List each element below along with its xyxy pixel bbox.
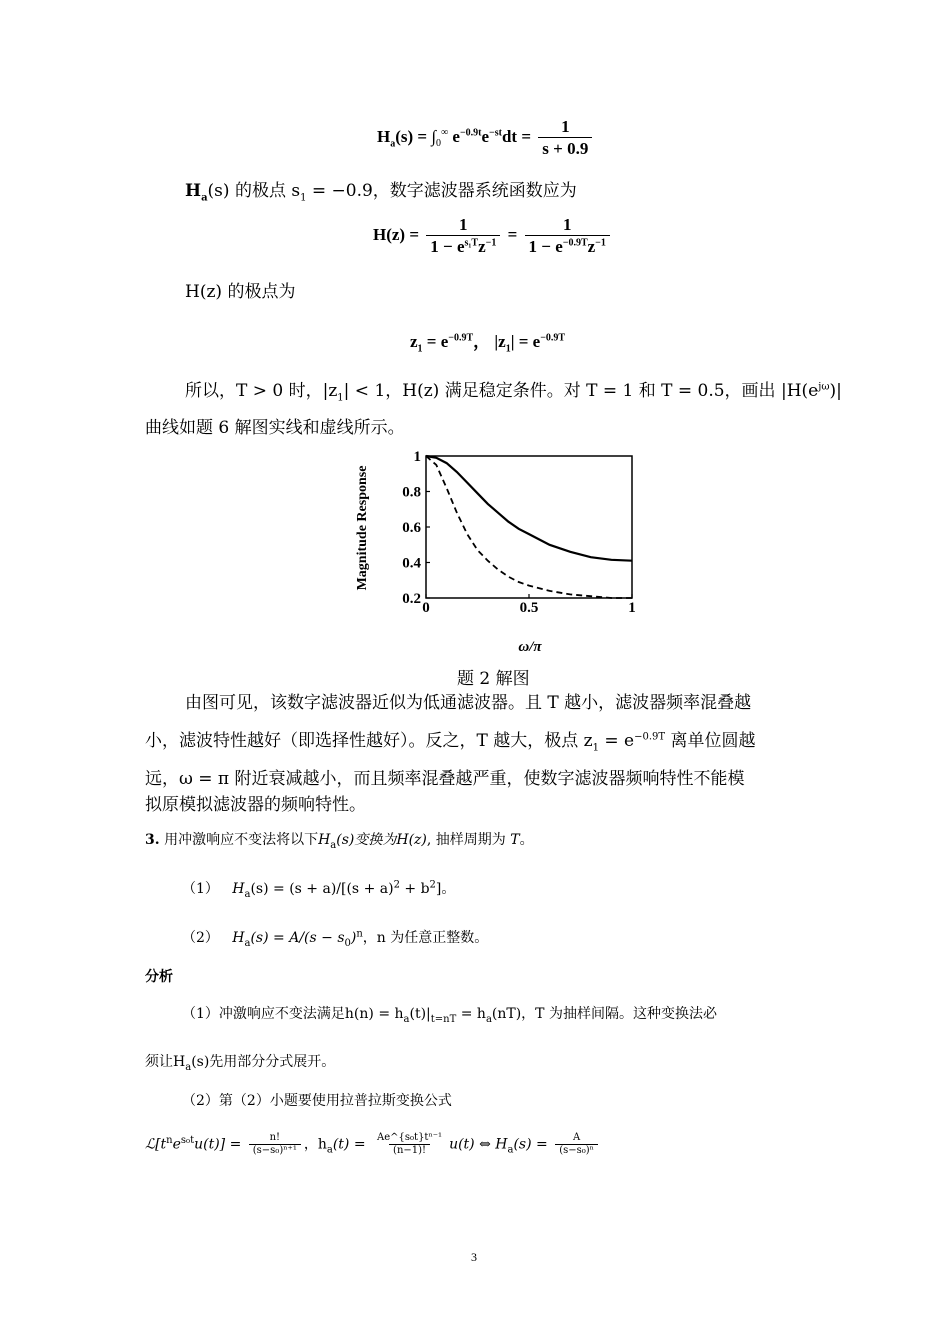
formula-frac-2: $\frac{\text{Ae\textasciicircum{}\{s₀t\}tⁿ⁻¹}}{(n-1)!}$ [377,1132,443,1156]
x-tick-label: 1 [628,600,636,616]
equation-hz: H(z) = $\frac{1}{1 - e^{s_1T}z^{-1}}$ = $\frac{1}{1 - e^{-0.9T}z^{-1}}$ [373,215,613,257]
analysis-para-line2: 小，滤波特性越好（即选择性越好）。反之，T 越大，极点 $z_1 = e^{-0.9T}$ 离单位圆越 [145,731,756,754]
analysis-point-1: （1）冲激响应不变法满足$h(n) = h_a(t)|_{t=nT} = h_a(nT)$，T 为抽样间隔。这种变换法必 [182,1006,717,1025]
eq2-fraction-2: $\frac{1}{1 - e^{-0.9T}z^{-1}}$ [525,215,610,257]
equation-z1: $z_1 = e^{-0.9T}$， $|z_1| = e^{-0.9T}$ [410,332,566,355]
equation-ha-integral: $H_a(s) = \int_0^\infty$ $e^{-0.9t}e^{-st}dt$ = $\frac{1}{s + 0.9}$ [377,117,595,159]
formula-frac-1: $\frac{n!}{\text{(s−s₀)ⁿ⁺¹}}$ [249,1132,301,1157]
y-tick-label: 1 [413,449,421,465]
question-3-part2: （2） $H_a(s) = A/(s - s_0)^n$，n 为任意正整数。 [182,928,489,949]
laplace-formula: $ℒ[t^ne^{s_0t}u(t)]$ = $\frac{n!}{\text{(s−s₀)ⁿ⁺¹}}$ ，$h_a(t)$ = $\frac{\text{Ae\textasciicircum{}\{s₀t\}tⁿ⁻¹}}{(n-1)!}$ u(t) ⇔ $H_a(s)$ = $\frac{A}{\text{(s−s₀)ⁿ}}$ [145,1132,601,1157]
question-3-part1: （1） $H_a(s) = (s + a)/[(s + a)^2 + b^2]$。 [182,879,456,900]
analysis-point-1-cont: 须让$H_a(s)$先用部分分式展开。 [145,1054,336,1073]
x-tick-label: 0.5 [519,600,539,616]
eq1-lhs: H [377,126,391,146]
eq1-fraction: $\frac{1}{s + 0.9}$ [538,117,592,159]
y-tick-label: 0.8 [402,484,421,501]
analysis-point-2: （2）第（2）小题要使用拉普拉斯变换公式 [182,1093,452,1109]
formula-frac-3: $\frac{A}{\text{(s−s₀)ⁿ}}$ [555,1132,598,1157]
y-axis-label: Magnitude Response [355,465,370,591]
y-tick-label: 0.2 [402,591,421,607]
series-line-t-1 [426,456,632,561]
analysis-para-line1: 由图可见，该数字滤波器近似为低通滤波器。且 T 越小，滤波器频率混叠越 [185,693,752,713]
hz-pole-heading: H(z) 的极点为 [185,282,296,302]
analysis-para-line4: 拟原模拟滤波器的频响特性。 [145,795,366,815]
x-tick-label: 0 [422,600,430,616]
series-line-t-0-5 [426,456,632,598]
chart-lines [426,456,632,598]
stability-sentence-line2: 曲线如题 6 解图实线和虚线所示。 [145,418,405,438]
page-number: 3 [471,1250,477,1264]
eq2-fraction-1: $\frac{1}{1 - e^{s_1T}z^{-1}}$ [426,215,500,257]
y-tick-label: 0.4 [402,555,421,572]
analysis-heading: 分析 [145,969,173,985]
analysis-para-line3: 远，ω = π 附近衰减越小，而且频率混叠越严重，使数字滤波器频响特性不能模 [145,769,745,789]
figure-caption: 题 2 解图 [457,669,530,689]
pole-sentence: $H_a(s)$ 的极点 $s_1 = -0.9$，数字滤波器系统函数应为 [185,181,577,204]
chart-axes [402,449,636,616]
stability-sentence-line1: 所以，T > 0 时，$|z_1| < 1$，H(z) 满足稳定条件。对 T = 1 和 T = 0.5，画出 $|H(e^{j\omega})|$ [185,381,842,404]
magnitude-response-chart [348,446,648,658]
plot-frame [426,456,632,598]
y-tick-label: 0.6 [402,520,421,536]
x-axis-label: ω/π [518,639,542,655]
question-3: 3. 用冲激响应不变法将以下$H_a(s)$变换为H(z), 抽样周期为 T。 [145,832,534,851]
